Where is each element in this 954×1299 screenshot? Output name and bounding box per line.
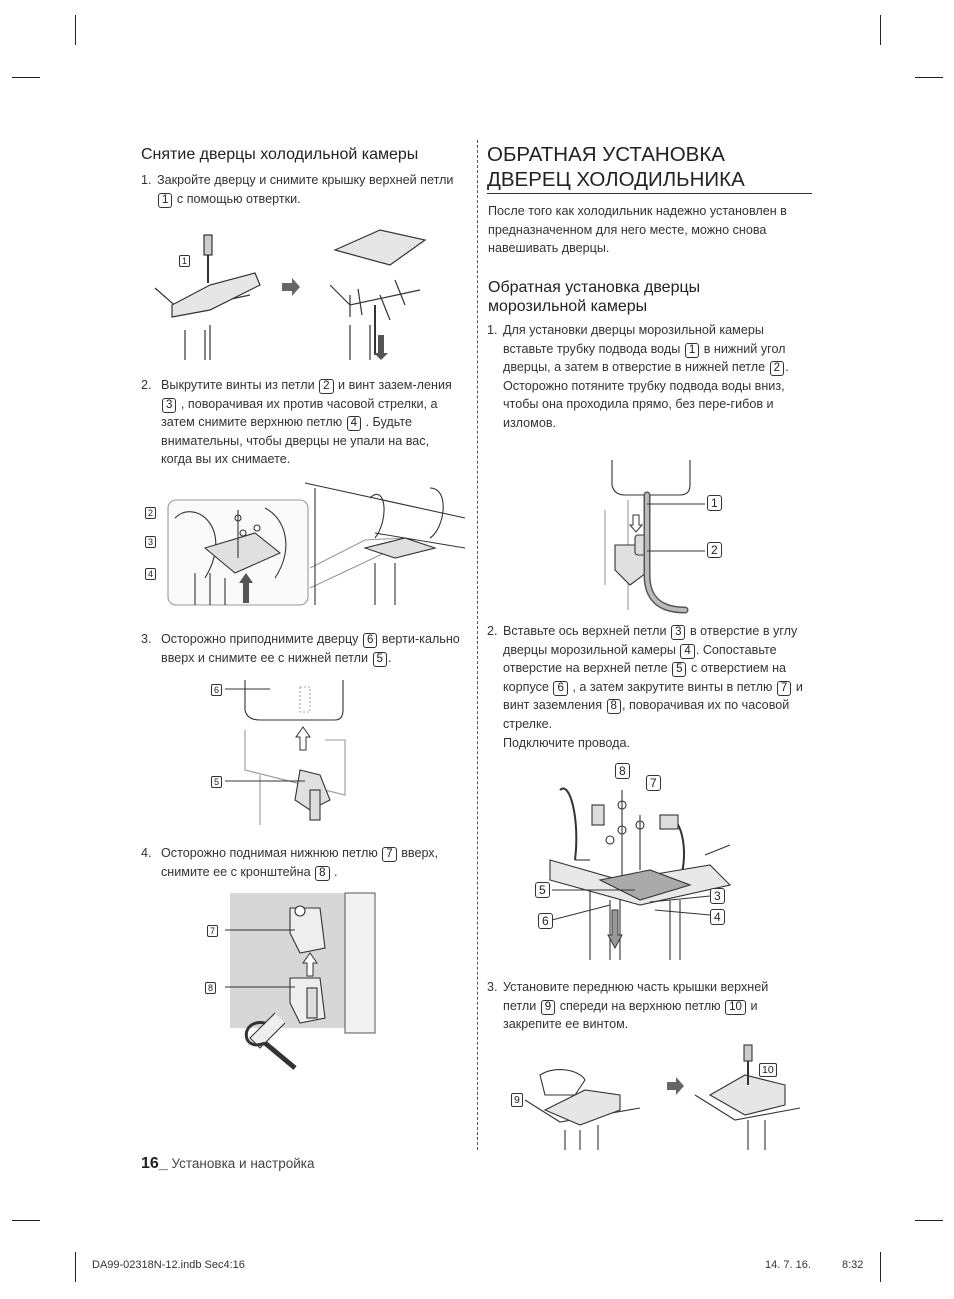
step-text: , а затем закрутите винты в петлю <box>572 679 773 694</box>
crop-mark <box>915 1220 943 1221</box>
callout-label: 10 <box>759 1063 777 1077</box>
ref-badge: 3 <box>162 398 176 413</box>
crop-mark <box>75 15 76 45</box>
crop-mark <box>880 1252 881 1282</box>
ref-badge: 9 <box>541 1000 555 1015</box>
step-text: вверх, снимите ее с кронштейна <box>161 846 439 879</box>
left-step-4 <box>141 844 461 881</box>
step-text: верти-кально вверх и снимите ее с нижней петли <box>161 632 460 665</box>
callout-label: 4 <box>710 909 725 925</box>
callout-label: 5 <box>535 882 550 898</box>
step-text: Осторожно приподнимите дверцу <box>161 632 359 646</box>
callout-label: 7 <box>646 775 661 791</box>
right-step-3 <box>487 978 803 1034</box>
step-text: . <box>785 360 789 375</box>
step-text: , поворачивая их против часовой стрелки, а затем снимите верхнюю петлю <box>161 396 438 430</box>
ref-badge: 4 <box>680 644 694 659</box>
step-text: . <box>334 864 338 879</box>
callout-label: 2 <box>707 542 722 558</box>
callout-label: 6 <box>211 684 222 696</box>
step-text: Сопоставьте отверстие на верхней петле <box>503 642 777 676</box>
ref-badge: 1 <box>685 343 699 358</box>
page-number: 16_ <box>141 1155 168 1172</box>
left-step-2 <box>141 376 461 469</box>
step-note: Осторожно потяните трубку подвода воды вниз, чтобы она проходила прямо, без пере-гибов и изломов. <box>503 378 785 430</box>
section-heading-left: Снятие дверцы холодильной камеры <box>141 146 419 163</box>
ref-badge: 10 <box>725 1000 746 1015</box>
step-text: Установите переднюю часть крышки верхней петли <box>503 980 769 1013</box>
crop-mark <box>12 77 40 78</box>
step-number: 4. <box>141 846 152 860</box>
step-text: и винт зазем-ления <box>338 378 452 392</box>
figure-water-tube <box>600 460 730 615</box>
step-text: Закройте дверцу и снимите крышку верхней петли <box>157 173 454 187</box>
callout-label: 1 <box>707 495 722 511</box>
step-text: Выкрутите винты из петли <box>161 378 315 392</box>
figure-cover-install <box>520 1040 805 1150</box>
step-number: 3. <box>487 980 498 994</box>
step-text: и винт заземления <box>503 679 803 713</box>
step-number: 1. <box>141 173 152 187</box>
figure-upper-hinge-install <box>530 760 760 960</box>
crop-mark <box>75 1252 76 1282</box>
step-text: в отверстие в углу дверцы морозильной камеры <box>503 624 798 657</box>
callout-label: 2 <box>145 507 156 519</box>
figure-hinge-screws <box>165 478 470 608</box>
step-text: спереди на верхнюю петлю <box>559 998 721 1013</box>
ref-badge: 6 <box>363 633 377 648</box>
intro-paragraph: После того как холодильник надежно установлен в предназначенном для него месте, можно снова навешивать дверцы. <box>488 204 787 256</box>
crop-mark <box>880 15 881 45</box>
callout-label: 4 <box>145 568 156 580</box>
page-footer <box>141 1155 314 1173</box>
right-step-1 <box>487 321 803 433</box>
figure-lower-hinge <box>225 893 385 1068</box>
step-text: . Будьте внимательны, чтобы дверцы не упали на вас, когда вы их снимаете. <box>161 415 430 467</box>
ref-badge: 8 <box>315 866 329 881</box>
ref-badge: 2 <box>770 361 784 376</box>
step-text: с помощью отвертки. <box>176 191 301 206</box>
callout-label: 9 <box>511 1093 523 1107</box>
step-text: с отверстием на корпусе <box>503 661 787 694</box>
ref-badge: 8 <box>607 699 621 714</box>
ref-badge: 5 <box>373 652 387 667</box>
column-divider <box>477 140 478 1150</box>
step-number: 3. <box>141 632 152 646</box>
section-heading-right: Обратная установка дверцы морозильной камеры <box>488 279 701 315</box>
slug-file: DA99-02318N-12.indb Sec4:16 <box>92 1259 245 1271</box>
callout-label: 1 <box>179 255 190 267</box>
step-text: в нижний угол дверцы, а затем в отверстие в нижней петле <box>503 341 786 375</box>
step-text: поворачивая их по часовой стрелке. <box>503 698 790 731</box>
left-step-1 <box>141 171 457 208</box>
step-number: 2. <box>141 378 152 392</box>
step-note: Подключите провода. <box>503 735 630 750</box>
ref-badge: 5 <box>672 662 686 677</box>
step-text: Вставьте ось верхней петли <box>503 624 667 638</box>
page-title: ОБРАТНАЯ УСТАНОВКА ДВЕРЕЦ ХОЛОДИЛЬНИКА <box>487 142 812 194</box>
ref-badge: 7 <box>382 847 396 862</box>
callout-label: 5 <box>211 776 222 788</box>
callout-label: 6 <box>538 913 553 929</box>
step-text: . <box>387 650 392 665</box>
callout-label: 3 <box>710 888 725 904</box>
ref-badge: 6 <box>553 681 567 696</box>
step-text: . <box>695 642 700 657</box>
ref-badge: 3 <box>671 625 685 640</box>
crop-mark <box>915 77 943 78</box>
callout-label: 8 <box>205 982 216 994</box>
callout-label: 3 <box>145 536 156 548</box>
step-number: 2. <box>487 624 498 638</box>
step-text: и закрепите ее винтом. <box>503 998 758 1032</box>
figure-hinge-cover-removal <box>150 225 440 365</box>
footer-section: Установка и настройка <box>171 1156 315 1171</box>
ref-badge: 4 <box>347 416 361 431</box>
right-step-2 <box>487 622 808 752</box>
ref-badge: 2 <box>319 379 333 394</box>
callout-label: 7 <box>207 925 218 937</box>
step-number: 1. <box>487 323 498 337</box>
ref-badge: 7 <box>777 681 791 696</box>
step-text: , <box>621 698 626 713</box>
slug-date: 14. 7. 16. <box>765 1259 811 1271</box>
ref-badge: 1 <box>158 193 172 208</box>
crop-mark <box>12 1220 40 1221</box>
slug-time: 8:32 <box>842 1259 864 1271</box>
figure-door-lift <box>225 675 355 830</box>
callout-label: 8 <box>615 763 630 779</box>
left-step-3 <box>141 630 466 667</box>
step-text: Осторожно поднимая нижнюю петлю <box>161 846 378 860</box>
step-text: Для установки дверцы морозильной камеры вставьте трубку подвода воды <box>503 323 764 356</box>
